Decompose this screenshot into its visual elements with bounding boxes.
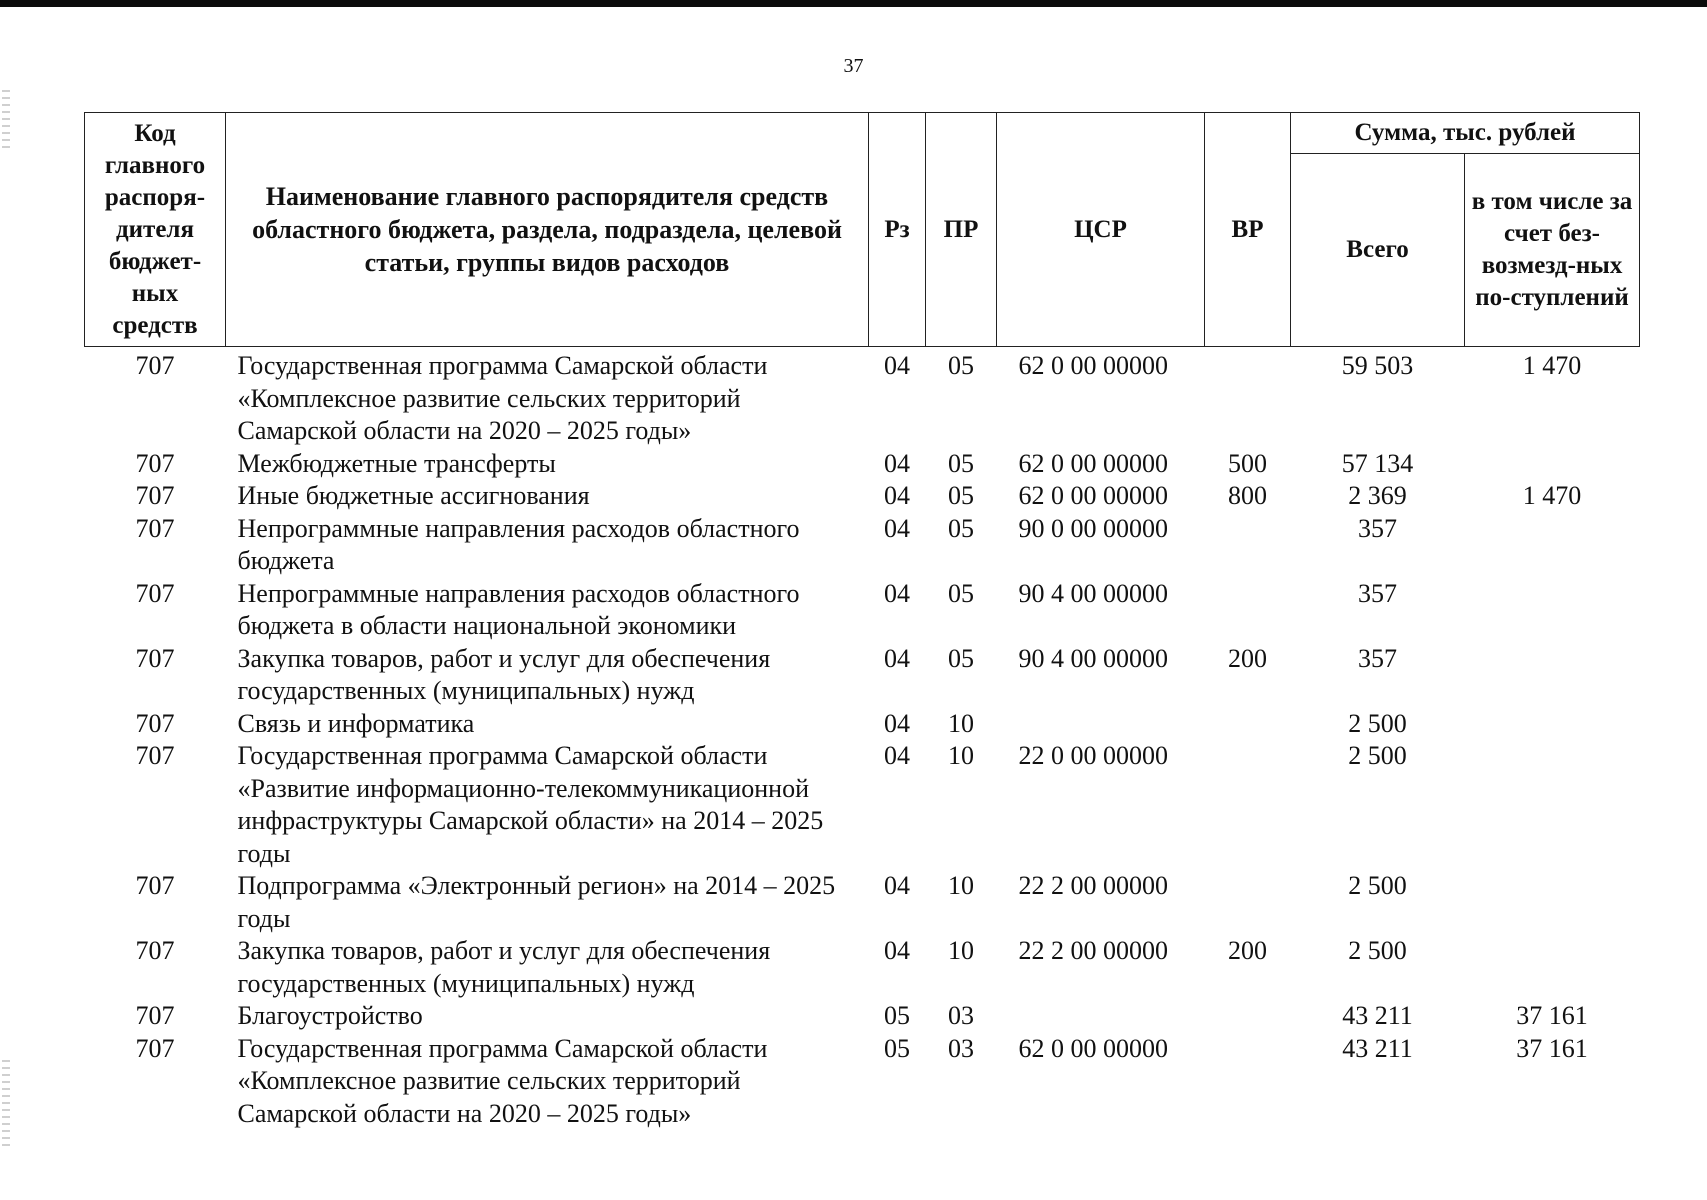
cell-rz: 04	[884, 578, 910, 608]
cell-vr: 500	[1228, 448, 1267, 478]
table-row	[85, 347, 1640, 448]
cell-grant: 37 161	[1516, 1001, 1588, 1030]
cell-code: 707	[135, 708, 175, 738]
cell-pr: 10	[948, 936, 974, 965]
table-row	[85, 740, 1640, 870]
cell-grant	[1465, 643, 1640, 708]
cell-grant	[1465, 740, 1640, 870]
cell-pr: 03	[948, 1033, 974, 1063]
cell-pr: 05	[948, 351, 974, 380]
cell-name: Межбюджетные трансферты	[237, 448, 556, 478]
cell-csr: 90 0 00 00000	[1018, 513, 1168, 543]
cell-name: Непрограммные направления расходов областного бюджета в области национальной экономики	[237, 578, 800, 640]
budget-table	[84, 112, 1640, 1130]
cell-name: Государственная программа Самарской области «Комплексное развитие сельских территорий Самарской области на 2020 – 2025 годы»	[237, 1033, 768, 1128]
header-rz: Рз	[869, 113, 926, 347]
cell-rz: 05	[884, 1033, 910, 1063]
page-number: 37	[843, 55, 864, 77]
cell-vr	[1205, 578, 1291, 643]
cell-pr: 05	[948, 448, 974, 478]
cell-name: Связь и информатика	[237, 708, 475, 738]
header-code: Код главного распоря-дителя бюджет-ных средств	[85, 113, 226, 347]
cell-csr	[997, 1000, 1205, 1033]
cell-code: 707	[135, 741, 175, 770]
cell-rz: 04	[884, 708, 910, 738]
cell-csr: 22 2 00 00000	[1018, 871, 1168, 900]
cell-csr: 90 4 00 00000	[1018, 643, 1168, 673]
header-csr: ЦСР	[997, 113, 1205, 347]
cell-grant	[1465, 448, 1640, 481]
table-row	[85, 513, 1640, 578]
header-grant: в том числе за счет без-возмезд-ных по-ступлений	[1465, 154, 1640, 347]
cell-name: Непрограммные направления расходов областного бюджета	[237, 513, 800, 575]
header-total: Всего	[1291, 154, 1465, 347]
cell-rz: 05	[884, 1001, 910, 1030]
cell-csr: 22 0 00 00000	[1018, 741, 1168, 770]
table-body	[85, 347, 1640, 1131]
cell-total: 59 503	[1341, 351, 1414, 380]
cell-total: 2 500	[1348, 708, 1407, 738]
table-row	[85, 643, 1640, 708]
cell-vr	[1205, 740, 1291, 870]
scan-speck-top	[2, 90, 10, 150]
cell-vr	[1205, 1033, 1291, 1131]
cell-vr	[1205, 708, 1291, 741]
cell-rz: 04	[884, 936, 910, 965]
table-header	[85, 113, 1640, 347]
cell-rz: 04	[884, 643, 910, 673]
table-row	[85, 935, 1640, 1000]
cell-name: Иные бюджетные ассигнования	[237, 481, 590, 510]
cell-csr	[997, 708, 1205, 741]
cell-pr: 05	[948, 481, 974, 510]
cell-code: 707	[135, 578, 175, 608]
cell-name: Подпрограмма «Электронный регион» на 2014 – 2025 годы	[237, 871, 836, 933]
cell-csr: 90 4 00 00000	[1018, 578, 1168, 608]
cell-total: 2 369	[1348, 481, 1407, 510]
cell-vr: 200	[1228, 643, 1267, 673]
cell-name: Государственная программа Самарской области «Комплексное развитие сельских территорий Самарской области на 2020 – 2025 годы»	[237, 351, 768, 445]
cell-vr	[1205, 870, 1291, 935]
cell-vr: 800	[1228, 481, 1267, 510]
scan-top-border	[0, 0, 1707, 7]
cell-csr: 62 0 00 00000	[1018, 448, 1168, 478]
cell-pr: 10	[948, 871, 974, 900]
table-row	[85, 578, 1640, 643]
table-row	[85, 1033, 1640, 1131]
cell-grant: 1 470	[1522, 481, 1582, 510]
cell-pr: 10	[948, 741, 974, 770]
table-row	[85, 870, 1640, 935]
scan-speck-bottom	[2, 1060, 10, 1150]
cell-grant: 1 470	[1522, 351, 1582, 380]
header-vr: ВР	[1205, 113, 1291, 347]
cell-code: 707	[135, 936, 175, 965]
cell-csr: 62 0 00 00000	[1018, 351, 1168, 380]
cell-csr: 62 0 00 00000	[1018, 481, 1168, 510]
cell-rz: 04	[884, 351, 910, 380]
cell-vr	[1205, 513, 1291, 578]
cell-code: 707	[135, 513, 175, 543]
cell-code: 707	[135, 448, 175, 478]
cell-csr: 62 0 00 00000	[1018, 1033, 1168, 1063]
cell-grant: 37 161	[1516, 1033, 1588, 1063]
header-name: Наименование главного распорядителя средств областного бюджета, раздела, подраздела, целевой статьи, группы видов расходов	[226, 113, 869, 347]
cell-total: 357	[1358, 643, 1397, 673]
cell-code: 707	[135, 643, 175, 673]
table-row	[85, 1000, 1640, 1033]
cell-code: 707	[135, 871, 175, 900]
cell-rz: 04	[884, 481, 910, 510]
cell-code: 707	[135, 351, 175, 380]
cell-code: 707	[135, 1033, 175, 1063]
table-row	[85, 448, 1640, 481]
cell-total: 2 500	[1348, 936, 1407, 965]
cell-name: Закупка товаров, работ и услуг для обеспечения государственных (муниципальных) нужд	[237, 643, 771, 705]
cell-rz: 04	[884, 448, 910, 478]
cell-vr	[1205, 347, 1291, 448]
cell-total: 2 500	[1348, 871, 1407, 900]
cell-pr: 10	[948, 708, 974, 738]
cell-grant	[1465, 578, 1640, 643]
cell-pr: 03	[948, 1001, 974, 1030]
cell-rz: 04	[884, 741, 910, 770]
cell-total: 2 500	[1348, 741, 1407, 770]
cell-vr	[1205, 1000, 1291, 1033]
cell-rz: 04	[884, 871, 910, 900]
cell-name: Государственная программа Самарской области «Развитие информационно-телекоммуникационной инфраструктуры Самарской области» на 2014 – 2025 годы	[237, 741, 824, 868]
table-row	[85, 708, 1640, 741]
cell-total: 357	[1358, 578, 1397, 608]
cell-pr: 05	[948, 513, 974, 543]
cell-name: Закупка товаров, работ и услуг для обеспечения государственных (муниципальных) нужд	[237, 936, 771, 998]
cell-total: 43 211	[1342, 1001, 1413, 1030]
cell-code: 707	[135, 481, 175, 510]
cell-rz: 04	[884, 513, 910, 543]
cell-total: 43 211	[1342, 1033, 1413, 1063]
header-pr: ПР	[926, 113, 997, 347]
cell-grant	[1465, 870, 1640, 935]
cell-total: 57 134	[1341, 448, 1414, 478]
cell-name: Благоустройство	[237, 1001, 423, 1030]
cell-grant	[1465, 935, 1640, 1000]
cell-vr: 200	[1228, 936, 1267, 965]
cell-grant	[1465, 708, 1640, 741]
cell-csr: 22 2 00 00000	[1018, 936, 1168, 965]
header-sum: Сумма, тыс. рублей	[1291, 113, 1640, 154]
cell-pr: 05	[948, 578, 974, 608]
cell-total: 357	[1358, 513, 1397, 543]
table-row	[85, 480, 1640, 513]
cell-grant	[1465, 513, 1640, 578]
cell-code: 707	[135, 1001, 175, 1030]
cell-pr: 05	[948, 643, 974, 673]
